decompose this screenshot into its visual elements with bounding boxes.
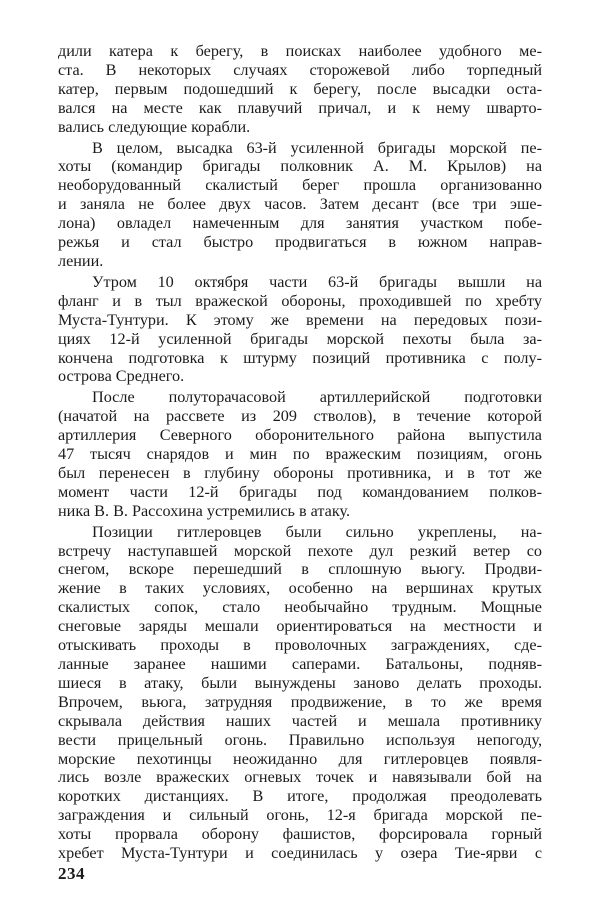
text-line: фланг и в тыл вражеской обороны, проходившей по хребту: [58, 291, 542, 310]
text-line: артиллерия Северного оборонительного района выпустила: [58, 426, 542, 445]
text-line: коротких дистанциях. В итоге, продолжая преодолевать: [58, 787, 542, 806]
text-line: острова Среднего.: [58, 367, 185, 386]
text-line: (начатой на рассвете из 209 стволов), в течение которой: [58, 407, 542, 426]
page-body: [58, 42, 542, 863]
text-line: Муста-Тунтури. К этому же времени на передовых пози-: [58, 310, 542, 329]
page-number: 234: [58, 864, 85, 883]
text-line: катер, первым подошедший к берегу, после высадки оста-: [58, 79, 542, 98]
text-line: 47 тысяч снарядов и мин по вражеским позициям, огонь: [58, 445, 542, 464]
text-line: ника В. В. Рассохина устремились в атаку.: [58, 501, 351, 520]
text-line: вести прицельный огонь. Правильно используя непогоду,: [58, 730, 542, 749]
text-line: циях 12-й усиленной бригады морской пехоты была за-: [58, 329, 542, 348]
text-line: скрывала действия наших частей и мешала противнику: [58, 711, 542, 730]
text-line: скалистых сопок, стало необычайно трудным. Мощные: [58, 598, 542, 617]
paragraph: [58, 139, 542, 271]
text-line: кончена подготовка к штурму позиций противника с полу-: [58, 348, 542, 367]
text-line: хребет Муста-Тунтури и соединилась у озера Тие-ярви с: [58, 844, 542, 863]
text-line: Позиции гитлеровцев были сильно укреплены, на-: [92, 522, 542, 541]
text-line: морские пехотинцы неожиданно для гитлеровцев появля-: [58, 749, 542, 768]
text-line: снеговые заряды мешали ориентироваться на местности и: [58, 617, 542, 636]
paragraph: [58, 42, 542, 137]
text-line: После полуторачасовой артиллерийской подготовки: [92, 388, 542, 407]
text-line: был перенесен в глубину обороны противника, и в тот же: [58, 463, 542, 482]
text-line: режья и стал быстро продвигаться в южном направ-: [58, 233, 542, 252]
text-line: шиеся в атаку, были вынуждены заново делать проходы.: [58, 673, 542, 692]
text-line: встречу наступавшей морской пехоте дул резкий ветер со: [58, 541, 542, 560]
text-line: и заняла не более двух часов. Затем десант (все три эше-: [58, 195, 542, 214]
text-line: отыскивать проходы в проволочных заграждениях, сде-: [58, 636, 542, 655]
paragraph: [58, 388, 542, 520]
text-line: ста. В некоторых случаях сторожевой либо торпедный: [58, 60, 542, 79]
text-line: В целом, высадка 63-й усиленной бригады морской пе-: [92, 138, 542, 157]
text-line: вались следующие корабли.: [58, 117, 251, 136]
text-line: момент части 12-й бригады под командованием полков-: [58, 482, 542, 501]
text-line: Впрочем, вьюга, затрудняя продвижение, в то же время: [58, 692, 542, 711]
paragraph: [58, 273, 542, 386]
text-line: ланные заранее нашими саперами. Батальоны, подняв-: [58, 655, 542, 673]
text-line: жение в таких условиях, особенно на вершинах крутых: [58, 579, 542, 598]
text-line: хоты (командир бригады полковник А. М. Крылов) на: [58, 157, 542, 176]
text-line: лении.: [58, 251, 104, 270]
text-line: снегом, вскоре перешедший в сплошную вьюгу. Продви-: [58, 560, 542, 579]
text-line: лись возле вражеских огневых точек и навязывали бой на: [58, 768, 542, 787]
text-line: лона) овладел намеченным для занятия участком побе-: [58, 214, 542, 233]
text-line: дили катера к берегу, в поисках наиболее удобного ме-: [58, 42, 542, 60]
text-line: хоты прорвала оборону фашистов, форсировала горный: [58, 825, 542, 844]
text-line: вался на месте как плавучий причал, и к нему швартo-: [58, 98, 542, 117]
text-line: необорудованный скалистый берег прошла организованно: [58, 176, 542, 195]
text-line: Утром 10 октября части 63-й бригады вышли на: [92, 272, 542, 291]
text-line: заграждения и сильный огонь, 12-я бригада морской пе-: [58, 806, 542, 825]
paragraph: [58, 523, 542, 863]
